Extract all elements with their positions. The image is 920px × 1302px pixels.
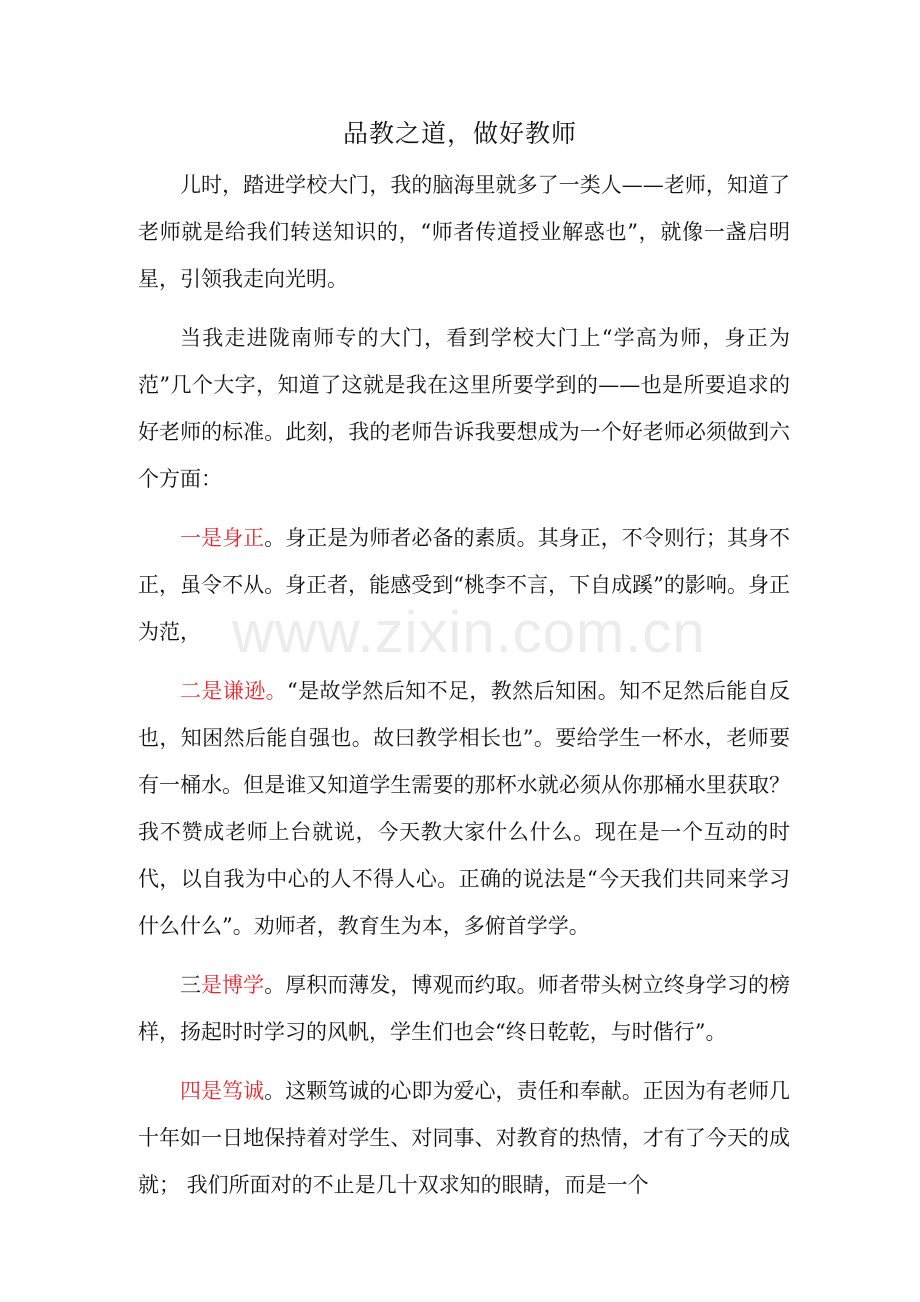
paragraph-text: 。这颗笃诚的心即为爱心，责任和奉献。正因为有老师几十年如一日地保持着对学生、对同事、对教育的热情，才有了今天的成就； 我们所面对的不止是几十双求知的眼睛，而是一个: [138, 1079, 791, 1197]
paragraph-childhood: [138, 162, 790, 303]
point-prefix: 三: [180, 973, 202, 997]
paragraph-text: “是故学然后知不足，教然后知困。知不足然后能自反也，知困然后能自强也。故曰教学相长也”。要给学生一杯水，老师要有一桶水。但是谁又知道学生需要的那杯水就必须从你那桶水里获取？我不赞成老师上台就说，今天教大家什么什么。现在是一个互动的时代，以自我为中心的人不得人心。正确的说法是“今天我们共同来学习什么什么”。劝师者，教育生为本，多俯首学学。: [138, 679, 791, 938]
paragraph-college: [138, 315, 790, 503]
point-heading: 四是笃诚: [180, 1079, 265, 1103]
paragraph-point-four: [138, 1068, 790, 1209]
paragraph-text: 儿时，踏进学校大门，我的脑海里就多了一类人——老师，知道了老师就是给我们转送知识的，“师者传道授业解惑也”，就像一盏启明星，引领我走向光明。: [138, 173, 790, 291]
point-heading: 是博学: [201, 973, 265, 997]
paragraph-text: 。身正是为师者必备的素质。其身正，不令则行；其身不正，虽令不从。身正者，能感受到“桃李不言，下自成蹊”的影响。身正为范，: [138, 526, 791, 644]
watermark: www.zixin.com.cn: [232, 600, 706, 665]
document-title: 品教之道，做好教师: [342, 119, 577, 148]
document-body: [138, 162, 790, 1221]
point-heading: 二是谦逊。: [180, 679, 288, 703]
paragraph-text: 。厚积而薄发，博观而约取。师者带头树立终身学习的榜样，扬起时时学习的风帆，学生们也会“终日乾乾，与时偕行”。: [138, 973, 791, 1044]
paragraph-point-one: [138, 515, 790, 656]
point-heading: 一是身正: [180, 526, 265, 550]
paragraph-point-three: [138, 962, 790, 1056]
paragraph-point-two: [138, 668, 790, 950]
paragraph-text: 当我走进陇南师专的大门，看到学校大门上“学高为师，身正为范”几个大字，知道了这就是我在这里所要学到的——也是所要追求的好老师的标准。此刻，我的老师告诉我要想成为一个好老师必须做到六个方面：: [138, 326, 790, 491]
